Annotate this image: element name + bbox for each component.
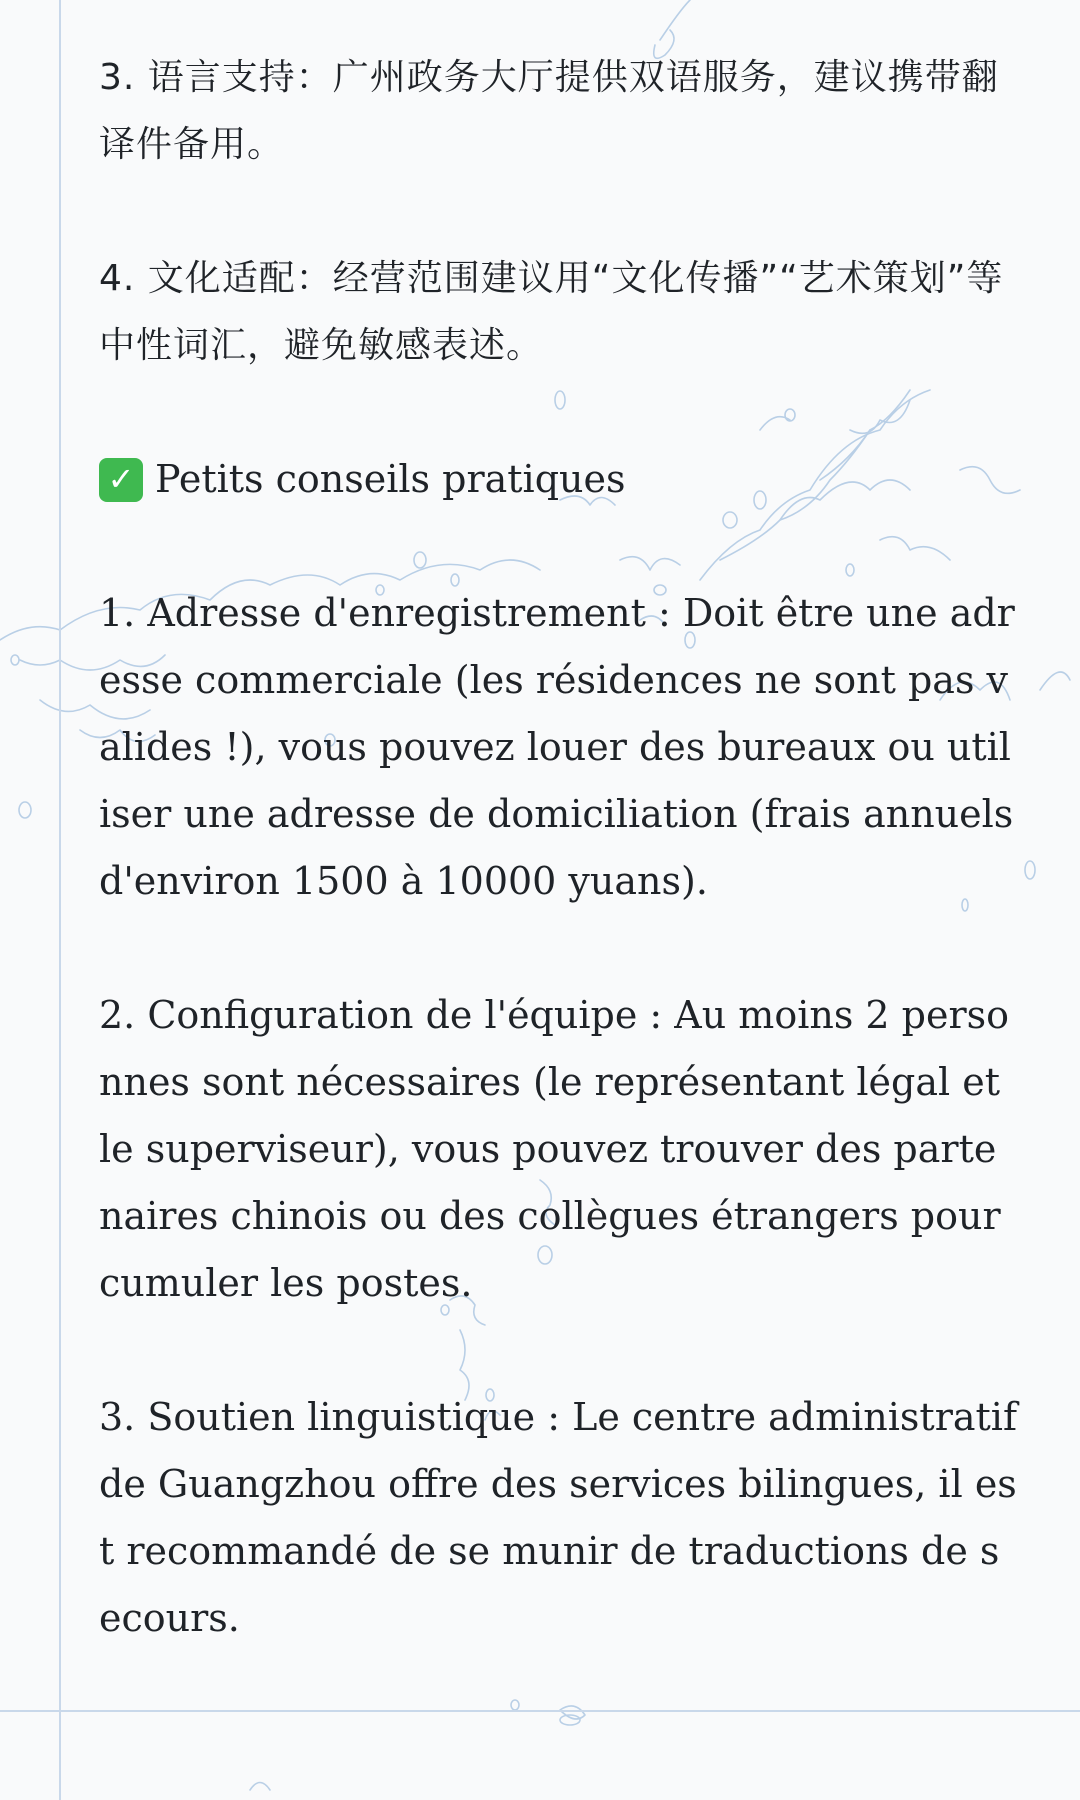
tip-language-support-zh: 3. 语言支持：广州政务大厅提供双语服务，建议携带翻译件备用。 [99,57,999,165]
tip-language-support-fr: 3. Soutien linguistique : Le centre administratif de Guangzhou offre des services bilingues, il est recommandé de se munir de traductions de secours. [99,1395,1018,1640]
tip-team-configuration: 2. Configuration de l'équipe : Au moins 2 personnes sont nécessaires (le représentant légal et le superviseur), vous pouvez trouver des partenaires chinois ou des collègues étrangers pour cumuler les postes. [99,993,1010,1305]
check-mark-icon: ✓ [99,458,143,502]
section-heading [99,446,1019,513]
margin-rule [59,0,61,1800]
note-content [99,44,1019,1719]
tip-cultural-adaptation-zh: 4. 文化适配：经营范围建议用“文化传播”“艺术策划”等中性词汇，避免敏感表述。 [99,258,1004,366]
tip-registration-address: 1. Adresse d'enregistrement : Doit être une adresse commerciale (les résidences ne sont pas valides !), vous pouvez louer des bureaux ou utiliser une adresse de domiciliation (frais annuels d'environ 1500 à 10000 yuans). [99,591,1015,903]
section-title: Petits conseils pratiques [155,457,626,501]
